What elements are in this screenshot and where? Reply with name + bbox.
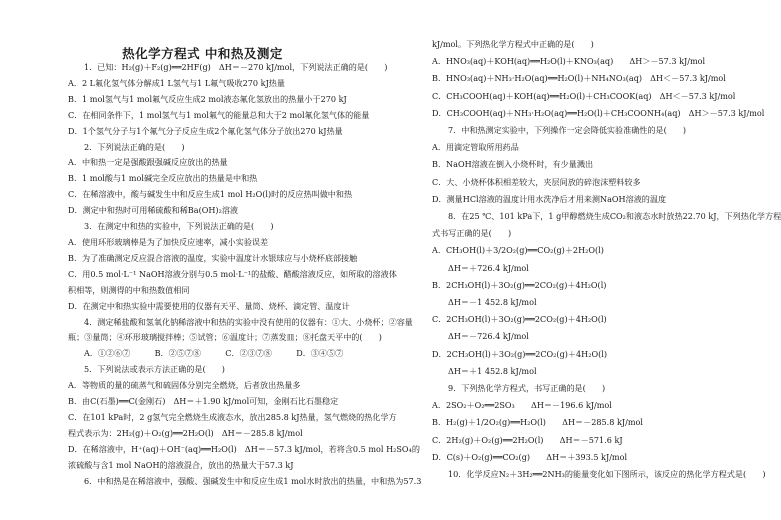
right-text-line: 9．下列热化学方程式，书写正确的是( ): [448, 383, 606, 394]
right-text-line: A．用滴定管取所用药品: [432, 142, 519, 153]
right-text-line: C．大、小烧杯体积相差较大，夹层间放的碎泡沫塑料较多: [432, 176, 641, 187]
left-text-line: A．使用环形玻璃棒是为了加快反应速率，减小实验误差: [68, 236, 269, 247]
left-text-line: 1．已知：H₂(g)＋F₂(g)══2HF(g) ΔH＝－270 kJ/mol，下列说法正确的是( ): [84, 62, 388, 72]
right-text-line: B．2CH₃OH(l)＋3O₂(g)══2CO₂(g)＋4H₂O(l): [432, 279, 607, 290]
left-column: [68, 60, 422, 489]
left-text-line: 4．测定稀盐酸和氢氧化钠稀溶液中和热的实验中没有使用的仪器有：①大、小烧杯；②容量: [84, 316, 413, 327]
right-text-line: kJ/mol。下列热化学方程式中正确的是( ): [432, 39, 594, 49]
right-text-line: D．C(s)＋O₂(g)══CO₂(g) ΔH＝＋393.5 kJ/mol: [432, 451, 628, 462]
left-text-line: B．为了准确测定反应混合溶液的温度，实验中温度计水银球应与小烧杯底部接触: [68, 252, 358, 263]
left-text-line: 积相等，则测得的中和热数值相同: [68, 284, 190, 295]
left-text-line: C．在101 kPa时，2 g氢气完全燃烧生成液态水，放出285.8 kJ热量，氢气燃烧的热化学方: [68, 411, 397, 422]
right-text-line: ΔH＝＋726.4 kJ/mol: [448, 262, 529, 273]
right-column: [432, 36, 781, 483]
left-text-line: 3．在测定中和热的实验中，下列说法正确的是( ): [84, 221, 274, 232]
left-text-line: B．由C(石墨)══C(金刚石) ΔH＝＋1.90 kJ/mol可知，金刚石比石墨稳定: [68, 396, 339, 407]
right-text-line: ΔH＝－726.4 kJ/mol: [448, 331, 529, 342]
left-text-line: A．2 L氟化氢气体分解成1 L氢气与1 L氟气吸收270 kJ热量: [68, 77, 285, 88]
right-text-line: 10．化学反应N₂＋3H₂══2NH₃的能量变化如下图所示，该反应的热化学方程式是( ): [448, 469, 766, 480]
right-text-line: C．2CH₃OH(l)＋3O₂(g)══2CO₂(g)＋4H₂O(l): [432, 314, 607, 325]
left-text-line: A．①②⑥⑦ B．②⑤⑦⑧ C．②③⑦⑧ D．③④⑤⑦: [84, 348, 344, 359]
right-text-line: D．CH₃COOH(aq)＋NH₃·H₂O(aq)══H₂O(l)＋CH₃COONH₄(aq) ΔH＞－57.3 kJ/mol: [432, 107, 765, 118]
document-title: 热化学方程式 中和热及测定: [122, 46, 283, 61]
left-text-line: 2．下列说法正确的是( ): [84, 141, 185, 152]
left-text-line: D．在稀溶液中，H⁺(aq)＋OH⁻(aq)══H₂O(l) ΔH＝－57.3 kJ/mol，若将含0.5 mol H₂SO₄的: [68, 443, 420, 454]
right-text-line: A．HNO₃(aq)＋KOH(aq)══H₂O(l)＋KNO₃(aq) ΔH＞－57.3 kJ/mol: [432, 56, 706, 67]
left-text-line: A．等物质的量的硫蒸气和硫固体分别完全燃烧，后者放出热量多: [68, 380, 301, 391]
left-text-line: C．在稀溶液中，酸与碱发生中和反应生成1 mol H₂O(l)时的反应热叫做中和热: [68, 189, 353, 200]
right-text-line: D．2CH₃OH(l)＋3O₂(g)══2CO₂(g)＋4H₂O(l): [432, 348, 607, 359]
right-text-line: 式书写正确的是( ): [432, 228, 512, 239]
left-text-line: C．用0.5 mol·L⁻¹ NaOH溶液分别与0.5 mol·L⁻¹的盐酸、醋酸溶液反应，如所取的溶液体: [68, 268, 397, 279]
right-text-line: B．NaOH溶液在倒入小烧杯时，有少量溅出: [432, 159, 594, 170]
right-text-line: B．H₂(g)＋1/2O₂(g)══H₂O(l) ΔH＝－285.8 kJ/mol: [432, 417, 643, 428]
right-text-line: A．2SO₂＋O₂══2SO₃ ΔH＝－196.6 kJ/mol: [432, 400, 612, 411]
left-text-line: 5．下列说法或表示方法正确的是( ): [84, 364, 225, 375]
right-text-line: ΔH＝－1 452.8 kJ/mol: [448, 297, 537, 308]
left-text-line: D．测定中和热时可用稀硫酸和稀Ba(OH)₂溶液: [68, 205, 239, 216]
right-text-line: C．2H₂(g)＋O₂(g)══2H₂O(l) ΔH＝－571.6 kJ: [432, 434, 623, 445]
left-text-line: 瓶；③量筒；④环形玻璃搅拌棒；⑤试管；⑥温度计；⑦蒸发皿；⑧托盘天平中的( ): [68, 332, 382, 343]
left-text-line: 程式表示为：2H₂(g)＋O₂(g)══2H₂O(l) ΔH＝－285.8 kJ/mol: [68, 427, 303, 438]
right-text-line: A．CH₃OH(l)＋3/2O₂(g)══CO₂(g)＋2H₂O(l): [432, 245, 604, 256]
right-text-line: 7．中和热测定实验中，下列操作一定会降低实验准确性的是( ): [448, 125, 687, 136]
right-text-line: B．HNO₃(aq)＋NH₃·H₂O(aq)══H₂O(l)＋NH₄NO₃(aq) ΔH＜－57.3 kJ/mol: [432, 73, 726, 84]
left-text-line: 6．中和热是在稀溶液中，强酸、强碱发生中和反应生成1 mol水时放出的热量，中和热为57.3: [84, 475, 422, 486]
left-text-line: A．中和热一定是强酸跟强碱反应放出的热量: [68, 157, 228, 168]
right-text-line: C．CH₃COOH(aq)＋KOH(aq)══H₂O(l)＋CH₃COOK(aq) ΔH＜－57.3 kJ/mol: [432, 90, 736, 101]
left-text-line: B．1 mol酸与1 mol碱完全反应放出的热量是中和热: [68, 173, 258, 184]
right-text-line: ΔH＝＋1 452.8 kJ/mol: [448, 365, 537, 376]
right-text-line: 8．在25 ℃、101 kPa下，1 g甲醇燃烧生成CO₂和液态水时放热22.70 kJ，下列热化学方程: [448, 211, 781, 222]
left-text-line: D．1个氢气分子与1个氟气分子反应生成2个氟化氢气体分子放出270 kJ热量: [68, 125, 343, 136]
left-text-line: B．1 mol氢气与1 mol氟气反应生成2 mol液态氟化氢放出的热量小于270 kJ: [68, 93, 347, 104]
left-text-line: D．在测定中和热实验中需要使用的仪器有天平、量筒、烧杯、滴定管、温度计: [68, 300, 350, 311]
right-text-line: D．测量HCl溶液的温度计用水洗净后才用来测NaOH溶液的温度: [432, 193, 667, 204]
left-text-line: 浓硫酸与含1 mol NaOH的溶液混合，放出的热量大于57.3 kJ: [68, 459, 294, 470]
left-text-line: C．在相同条件下，1 mol氢气与1 mol氟气的能量总和大于2 mol氟化氢气体的能量: [68, 109, 370, 120]
